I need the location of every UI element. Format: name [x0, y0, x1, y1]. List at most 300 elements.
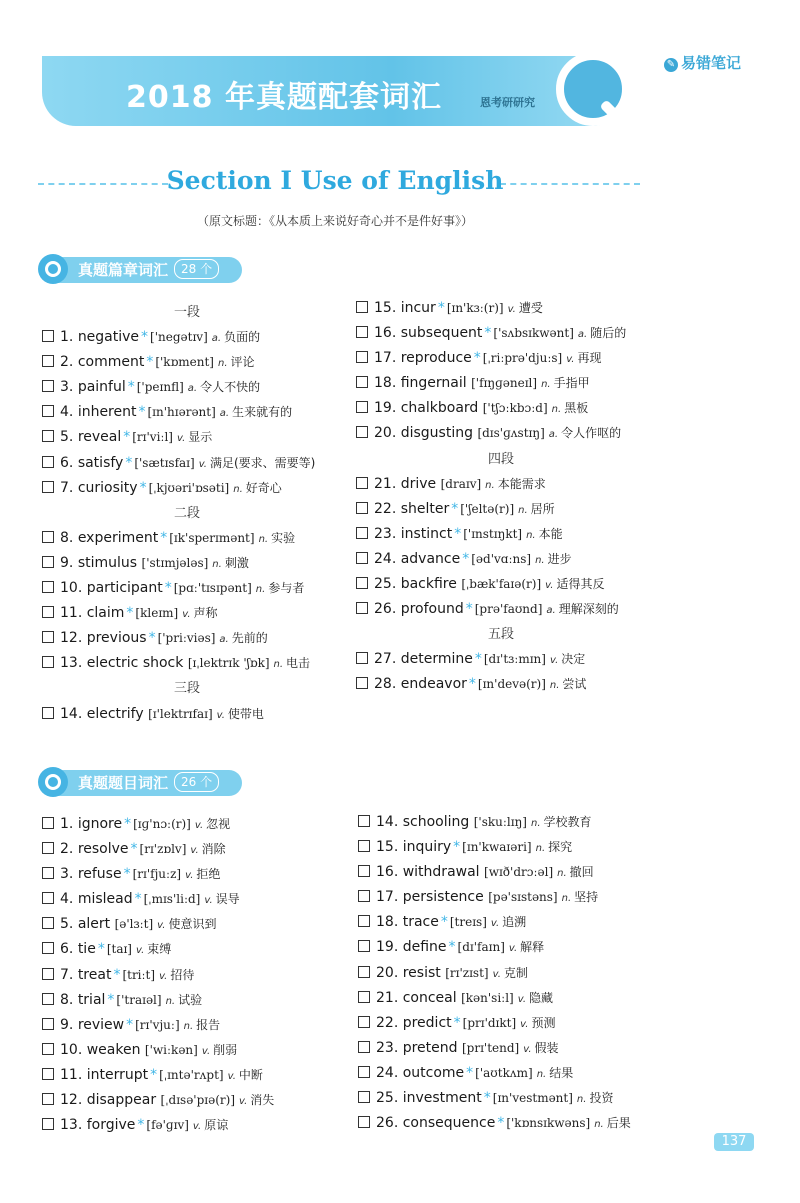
- vocab-number: 19.: [376, 939, 399, 956]
- vocab-phonetic: [ˌriːprə'djuːs]: [482, 351, 563, 366]
- vocab-number: 11.: [60, 605, 83, 622]
- vocab-item: [42, 476, 332, 501]
- star-icon: *: [113, 966, 121, 983]
- checkbox-icon[interactable]: [356, 351, 368, 363]
- checkbox-icon[interactable]: [358, 1116, 370, 1128]
- vocab-phonetic: [triːt]: [122, 967, 156, 982]
- vocab-item: [42, 837, 342, 862]
- star-icon: *: [137, 1117, 145, 1134]
- vocab-phonetic: [draɪv]: [440, 476, 482, 491]
- checkbox-icon[interactable]: [42, 1068, 54, 1080]
- vocab-part-of-speech: n.: [535, 843, 546, 855]
- vocab-part-of-speech: n.: [526, 529, 536, 541]
- checkbox-icon[interactable]: [356, 652, 368, 664]
- vocab-word: instinct: [400, 525, 453, 542]
- vocab-meaning: 电击: [286, 656, 311, 671]
- star-icon: *: [451, 500, 459, 517]
- vocab-part-of-speech: n.: [594, 1119, 604, 1131]
- vocab-meaning: 尝试: [562, 677, 587, 692]
- star-icon: *: [124, 816, 132, 832]
- vocab-item: [356, 421, 646, 446]
- checkbox-icon[interactable]: [42, 430, 54, 442]
- vocab-phonetic: [prɪ'dɪkt]: [462, 1015, 517, 1030]
- vocab-item: [42, 912, 342, 937]
- checkbox-icon[interactable]: [356, 426, 368, 438]
- vocab-phonetic: [kleɪm]: [135, 606, 179, 621]
- vocab-phonetic: [dɪs'ɡʌstɪŋ]: [477, 426, 545, 441]
- checkbox-icon[interactable]: [356, 477, 368, 489]
- vocab-meaning: 拒绝: [196, 867, 221, 882]
- vocab-item: [42, 862, 342, 887]
- vocab-part-of-speech: a.: [219, 408, 230, 420]
- vocab-meaning: 结果: [549, 1065, 574, 1080]
- checkbox-icon[interactable]: [42, 892, 54, 904]
- star-icon: *: [484, 325, 492, 342]
- star-icon: *: [139, 479, 147, 496]
- vocab-number: 4.: [60, 891, 74, 908]
- vocab-phonetic: [ˌkjʊəri'ɒsəti]: [148, 480, 230, 495]
- vocab-part-of-speech: n.: [233, 483, 243, 495]
- vocab-part-of-speech: n.: [531, 818, 541, 829]
- vocab-meaning: 手指甲: [553, 376, 590, 391]
- checkbox-icon[interactable]: [358, 1041, 370, 1053]
- vocab-word: mislead: [77, 891, 133, 908]
- vocab-phonetic: [fə'ɡɪv]: [146, 1118, 189, 1133]
- checkbox-icon[interactable]: [42, 917, 54, 929]
- vocab-number: 14.: [60, 705, 83, 722]
- vocab-item: [42, 626, 332, 651]
- star-icon: *: [483, 1090, 491, 1107]
- checkbox-icon[interactable]: [358, 1091, 370, 1103]
- vocab-phonetic: [treɪs]: [449, 915, 487, 930]
- vocab-item: [42, 375, 332, 400]
- vocab-part-of-speech: v.: [507, 304, 516, 315]
- vocab-phonetic: [rɪ'zɒlv]: [139, 842, 187, 857]
- vocab-number: 7.: [60, 479, 74, 496]
- vocab-part-of-speech: n.: [541, 379, 551, 391]
- section-title: Section Ⅰ Use of English: [166, 166, 504, 195]
- vocab-part-of-speech: a.: [548, 429, 559, 441]
- vocab-word: predict: [402, 1014, 452, 1031]
- vocab-word: electric shock: [86, 655, 184, 672]
- vocab-part-of-speech: n.: [536, 1068, 547, 1080]
- vocab-word: persistence: [402, 889, 484, 906]
- vocab-phonetic: ['negətɪv]: [150, 330, 208, 345]
- star-icon: *: [141, 329, 149, 346]
- star-icon: *: [164, 580, 172, 597]
- checkbox-icon[interactable]: [358, 865, 370, 877]
- vocab-phonetic: ['wiːkən]: [144, 1042, 198, 1057]
- vocab-word: advance: [400, 550, 461, 567]
- checkbox-icon[interactable]: [356, 401, 368, 413]
- vocab-number: 15.: [376, 839, 399, 856]
- star-icon: *: [440, 914, 448, 931]
- question-vocab-left-column: [42, 812, 342, 1138]
- checkbox-icon[interactable]: [358, 815, 370, 827]
- vocab-meaning: 适得其反: [556, 577, 605, 592]
- vocab-number: 12.: [60, 630, 83, 647]
- vocab-phonetic: [rɪ'zɪst]: [445, 965, 489, 980]
- vocab-word: resist: [402, 964, 441, 981]
- vocab-phonetic: [prə'faʊnd]: [474, 602, 543, 617]
- vocab-item: [42, 425, 332, 450]
- vocab-word: ignore: [77, 816, 123, 832]
- paragraph-label: 五段: [487, 627, 514, 643]
- vocab-number: 16.: [374, 325, 397, 342]
- vocab-phonetic: [taɪ]: [106, 942, 132, 957]
- checkbox-icon[interactable]: [356, 602, 368, 614]
- vocab-number: 2.: [60, 354, 74, 371]
- vocab-phonetic: [ɪk'sperɪmənt]: [169, 530, 255, 545]
- vocab-number: 25.: [374, 576, 397, 593]
- star-icon: *: [107, 991, 115, 1008]
- vocab-part-of-speech: v.: [523, 1043, 532, 1055]
- chapter-vocab-heading-text: 真题篇章词汇: [78, 261, 169, 279]
- vocab-word: participant: [86, 580, 163, 597]
- vocab-number: 8.: [60, 529, 74, 546]
- vocab-meaning: 报告: [196, 1017, 221, 1032]
- checkbox-icon[interactable]: [358, 915, 370, 927]
- checkbox-icon[interactable]: [42, 380, 54, 392]
- paragraph-label: 一段: [173, 305, 200, 320]
- vocab-number: 10.: [60, 580, 83, 597]
- vocab-word: review: [77, 1016, 125, 1033]
- vocab-part-of-speech: v.: [192, 1121, 202, 1133]
- vocab-item: [356, 522, 646, 547]
- page-number: 137: [714, 1133, 754, 1151]
- checkbox-icon[interactable]: [356, 502, 368, 514]
- vocab-item: [42, 963, 342, 988]
- checkbox-icon[interactable]: [42, 481, 54, 493]
- checkbox-icon[interactable]: [358, 940, 370, 952]
- checkbox-icon[interactable]: [42, 606, 54, 618]
- vocab-number: 6.: [60, 454, 74, 471]
- vocab-item: [358, 935, 658, 960]
- checkbox-icon[interactable]: [358, 1016, 370, 1028]
- star-icon: *: [468, 676, 476, 693]
- vocab-meaning: 假装: [534, 1040, 559, 1055]
- vocab-meaning: 探究: [548, 840, 573, 855]
- vocab-phonetic: [ɪn'devə(r)]: [477, 677, 546, 692]
- vocab-meaning: 先前的: [231, 631, 268, 646]
- vocab-word: claim: [86, 605, 125, 622]
- star-icon: *: [123, 866, 131, 883]
- vocab-part-of-speech: v.: [549, 655, 559, 667]
- vocab-item: [42, 812, 342, 837]
- vocab-item: [356, 296, 646, 321]
- checkbox-icon[interactable]: [358, 966, 370, 978]
- vocab-part-of-speech: v.: [517, 993, 527, 1005]
- checkbox-icon[interactable]: [356, 677, 368, 689]
- vocab-item: [356, 396, 646, 421]
- checkbox-icon[interactable]: [358, 840, 370, 852]
- vocab-part-of-speech: a.: [187, 383, 198, 395]
- checkbox-icon[interactable]: [42, 656, 54, 668]
- checkbox-icon[interactable]: [42, 1093, 54, 1105]
- vocab-phonetic: [ˌɪntə'rʌpt]: [159, 1067, 224, 1082]
- vocab-phonetic: [ɪn'hɪərənt]: [147, 405, 216, 420]
- checkbox-icon[interactable]: [42, 867, 54, 879]
- vocab-part-of-speech: v.: [194, 820, 204, 831]
- checkbox-icon[interactable]: [42, 707, 54, 719]
- vocab-number: 23.: [374, 525, 397, 542]
- vocab-number: 5.: [60, 429, 74, 446]
- vocab-meaning: 后果: [606, 1116, 631, 1131]
- vocab-word: experiment: [77, 529, 159, 546]
- checkbox-icon[interactable]: [42, 405, 54, 417]
- vocab-meaning: 黑板: [564, 401, 589, 416]
- vocab-word: withdrawal: [402, 864, 480, 881]
- vocab-number: 9.: [60, 1016, 74, 1033]
- vocab-meaning: 学校教育: [543, 815, 592, 829]
- vocab-phonetic: [ɪn'vestmənt]: [492, 1091, 573, 1106]
- star-icon: *: [127, 379, 135, 396]
- vocab-word: shelter: [400, 500, 450, 517]
- vocab-word: curiosity: [77, 479, 138, 496]
- vocab-number: 9.: [60, 554, 74, 571]
- vocab-meaning: 评论: [230, 355, 255, 370]
- vocab-number: 18.: [376, 914, 399, 931]
- vocab-part-of-speech: v.: [566, 354, 575, 366]
- vocab-number: 7.: [60, 966, 74, 983]
- vocab-part-of-speech: v.: [216, 709, 225, 721]
- vocab-item: [42, 400, 332, 425]
- vocab-meaning: 隐藏: [529, 990, 554, 1005]
- vocab-part-of-speech: v.: [508, 943, 518, 955]
- vocab-word: profound: [400, 601, 464, 618]
- vocab-phonetic: [rɪ'fjuːz]: [132, 867, 182, 882]
- question-vocab-heading: [42, 770, 242, 796]
- vocab-meaning: 忽视: [206, 817, 231, 831]
- vocab-number: 3.: [60, 379, 74, 396]
- vocab-phonetic: ['skuːlɪŋ]: [473, 815, 527, 829]
- vocab-phonetic: [ˌmɪs'liːd]: [143, 892, 201, 907]
- vocab-word: interrupt: [86, 1066, 149, 1083]
- checkbox-icon[interactable]: [358, 991, 370, 1003]
- star-icon: *: [97, 941, 105, 958]
- vocab-number: 17.: [374, 350, 397, 367]
- vocab-phonetic: [wɪð'drɔːəl]: [484, 865, 554, 880]
- star-icon: *: [462, 550, 470, 567]
- checkbox-icon[interactable]: [356, 326, 368, 338]
- checkbox-icon[interactable]: [42, 581, 54, 593]
- checkbox-icon[interactable]: [358, 1066, 370, 1078]
- vocab-meaning: 消失: [250, 1093, 275, 1108]
- vocab-meaning: 误导: [215, 892, 240, 907]
- vocab-phonetic: ['ʃeltə(r)]: [460, 501, 515, 516]
- vocab-meaning: 实验: [271, 530, 296, 545]
- vocab-part-of-speech: v.: [201, 1045, 211, 1057]
- vocab-part-of-speech: v.: [227, 1070, 236, 1082]
- chapter-vocab-left-column: [42, 300, 332, 727]
- vocab-meaning: 声称: [193, 606, 218, 621]
- vocab-part-of-speech: a.: [219, 634, 229, 646]
- vocab-word: electrify: [86, 705, 144, 722]
- star-icon: *: [160, 529, 168, 546]
- checkbox-icon[interactable]: [42, 456, 54, 468]
- vocab-number: 14.: [376, 814, 399, 830]
- vocab-meaning: 坚持: [574, 890, 599, 905]
- vocab-word: fingernail: [400, 375, 467, 392]
- vocab-item: [356, 472, 646, 497]
- checkbox-icon[interactable]: [356, 527, 368, 539]
- checkbox-icon[interactable]: [42, 330, 54, 342]
- vocab-word: incur: [400, 300, 436, 316]
- vocab-phonetic: [rɪ'vjuː]: [135, 1017, 180, 1032]
- vocab-phonetic: [rɪ'viːl]: [132, 430, 173, 445]
- vocab-word: trial: [77, 991, 106, 1008]
- vocab-word: disappear: [86, 1092, 157, 1109]
- checkbox-icon[interactable]: [356, 577, 368, 589]
- vocab-phonetic: ['sætɪsfaɪ]: [134, 455, 195, 470]
- vocab-phonetic: [ə'lɜːt]: [114, 917, 154, 932]
- vocab-word: weaken: [86, 1041, 141, 1058]
- vocab-meaning: 撤回: [569, 865, 594, 880]
- star-icon: *: [148, 630, 156, 647]
- vocab-word: resolve: [77, 841, 129, 858]
- star-icon: *: [138, 404, 146, 421]
- vocab-part-of-speech: a.: [211, 333, 222, 345]
- star-icon: *: [150, 1066, 158, 1083]
- vocab-meaning: 进步: [547, 551, 572, 566]
- checkbox-icon[interactable]: [42, 942, 54, 954]
- checkbox-icon[interactable]: [42, 531, 54, 543]
- star-icon: *: [146, 354, 154, 371]
- vocab-word: alert: [77, 916, 111, 933]
- paragraph-label: 三段: [173, 681, 200, 697]
- checkbox-icon[interactable]: [356, 376, 368, 388]
- vocab-part-of-speech: v.: [136, 945, 145, 957]
- vocab-meaning: 再现: [577, 351, 602, 366]
- vocab-part-of-speech: n.: [258, 533, 269, 545]
- vocab-meaning: 好奇心: [245, 480, 282, 495]
- vocab-meaning: 使意识到: [168, 917, 217, 932]
- checkbox-icon[interactable]: [42, 1118, 54, 1130]
- vocab-meaning: 中断: [238, 1067, 263, 1082]
- checkbox-icon[interactable]: [42, 1043, 54, 1055]
- vocab-part-of-speech: n.: [557, 868, 567, 880]
- vocab-word: investment: [402, 1090, 482, 1107]
- star-icon: *: [497, 1115, 505, 1132]
- star-icon: *: [454, 525, 462, 542]
- vocab-phonetic: [dɪ'faɪn]: [457, 940, 505, 955]
- vocab-word: previous: [86, 630, 147, 647]
- vocab-part-of-speech: v.: [239, 1096, 248, 1108]
- vocab-phonetic: [pɑː'tɪsɪpənt]: [173, 581, 252, 596]
- banner-subtitle: 恩考研研究: [480, 96, 535, 109]
- vocab-meaning: 削弱: [213, 1042, 238, 1057]
- vocab-word: reproduce: [400, 350, 472, 367]
- vocab-meaning: 追溯: [502, 915, 527, 930]
- vocab-phonetic: [ɪn'kwaɪəri]: [462, 840, 532, 855]
- vocab-part-of-speech: n.: [165, 995, 176, 1007]
- vocab-part-of-speech: n.: [485, 479, 495, 491]
- vocab-item: [358, 910, 658, 935]
- checkbox-icon[interactable]: [42, 817, 54, 829]
- checkbox-icon[interactable]: [42, 842, 54, 854]
- vocab-item: [42, 651, 332, 676]
- vocab-number: 15.: [374, 300, 397, 316]
- vocab-meaning: 消除: [201, 842, 226, 857]
- vocab-number: 20.: [376, 964, 399, 981]
- vocab-word: consequence: [402, 1115, 496, 1132]
- vocab-meaning: 本能: [538, 526, 563, 541]
- vocab-number: 13.: [60, 1117, 83, 1134]
- checkbox-icon[interactable]: [42, 968, 54, 980]
- star-icon: *: [453, 1014, 461, 1031]
- checkbox-icon[interactable]: [356, 552, 368, 564]
- vocab-number: 20.: [374, 425, 397, 442]
- checkbox-icon[interactable]: [42, 556, 54, 568]
- vocab-word: inherent: [77, 404, 137, 421]
- checkbox-icon[interactable]: [42, 1018, 54, 1030]
- vocab-meaning: 令人作呕的: [561, 426, 622, 441]
- vocab-phonetic: [ɪ'lektrɪfaɪ]: [148, 706, 213, 721]
- star-icon: *: [465, 601, 473, 618]
- checkbox-icon[interactable]: [42, 993, 54, 1005]
- vocab-number: 5.: [60, 916, 74, 933]
- vocab-word: stimulus: [77, 554, 138, 571]
- vocab-number: 1.: [60, 329, 74, 346]
- vocab-part-of-speech: a.: [577, 329, 588, 341]
- vocab-phonetic: ['priːviəs]: [157, 631, 216, 646]
- vocab-meaning: 显示: [188, 430, 213, 445]
- original-article-title: （原文标题：《从本质上来说好奇心并不是件好事》）: [196, 214, 473, 228]
- vocab-item: [42, 526, 332, 551]
- vocab-meaning: 遭受: [518, 301, 543, 315]
- vocab-part-of-speech: n.: [212, 558, 222, 570]
- vocab-item: [358, 961, 658, 986]
- vocab-part-of-speech: v.: [520, 1018, 529, 1030]
- vocab-number: 13.: [60, 655, 83, 672]
- vocab-part-of-speech: v.: [198, 458, 207, 470]
- checkbox-icon[interactable]: [358, 890, 370, 902]
- star-icon: *: [130, 841, 138, 858]
- checkbox-icon[interactable]: [42, 355, 54, 367]
- vocab-phonetic: [ɪˌlektrɪk 'ʃɒk]: [187, 656, 270, 671]
- vocab-item: [358, 1111, 658, 1136]
- vocab-phonetic: [əd'vɑːns]: [471, 551, 532, 566]
- vocab-phonetic: ['traɪəl]: [116, 992, 162, 1007]
- star-icon: *: [126, 605, 134, 622]
- vocab-phonetic: ['aʊtkʌm]: [475, 1065, 533, 1080]
- question-vocab-right-column: [358, 810, 658, 1136]
- vocab-meaning: 试验: [178, 992, 203, 1007]
- vocab-number: 16.: [376, 864, 399, 881]
- vocab-item: [42, 1013, 342, 1038]
- vocab-part-of-speech: n.: [535, 554, 545, 566]
- vocab-number: 6.: [60, 941, 74, 958]
- vocab-part-of-speech: v.: [492, 968, 501, 980]
- star-icon: *: [466, 1064, 474, 1081]
- vocab-meaning: 束缚: [147, 942, 172, 957]
- vocab-number: 12.: [60, 1092, 83, 1109]
- question-vocab-heading-text: 真题题目词汇: [78, 774, 169, 792]
- vocab-part-of-speech: v.: [159, 970, 168, 982]
- vocab-number: 21.: [374, 475, 397, 492]
- vocab-part-of-speech: n.: [549, 680, 560, 692]
- checkbox-icon[interactable]: [356, 301, 368, 313]
- vocab-item: [356, 497, 646, 522]
- vocab-item: [356, 647, 646, 672]
- vocab-item: [358, 1011, 658, 1036]
- vocab-part-of-speech: v.: [490, 918, 500, 930]
- chapter-vocab-right-column: [356, 296, 646, 698]
- vocab-meaning: 原谅: [204, 1118, 229, 1133]
- checkbox-icon[interactable]: [42, 631, 54, 643]
- vocab-word: drive: [400, 475, 437, 492]
- vocab-meaning: 预测: [531, 1015, 556, 1030]
